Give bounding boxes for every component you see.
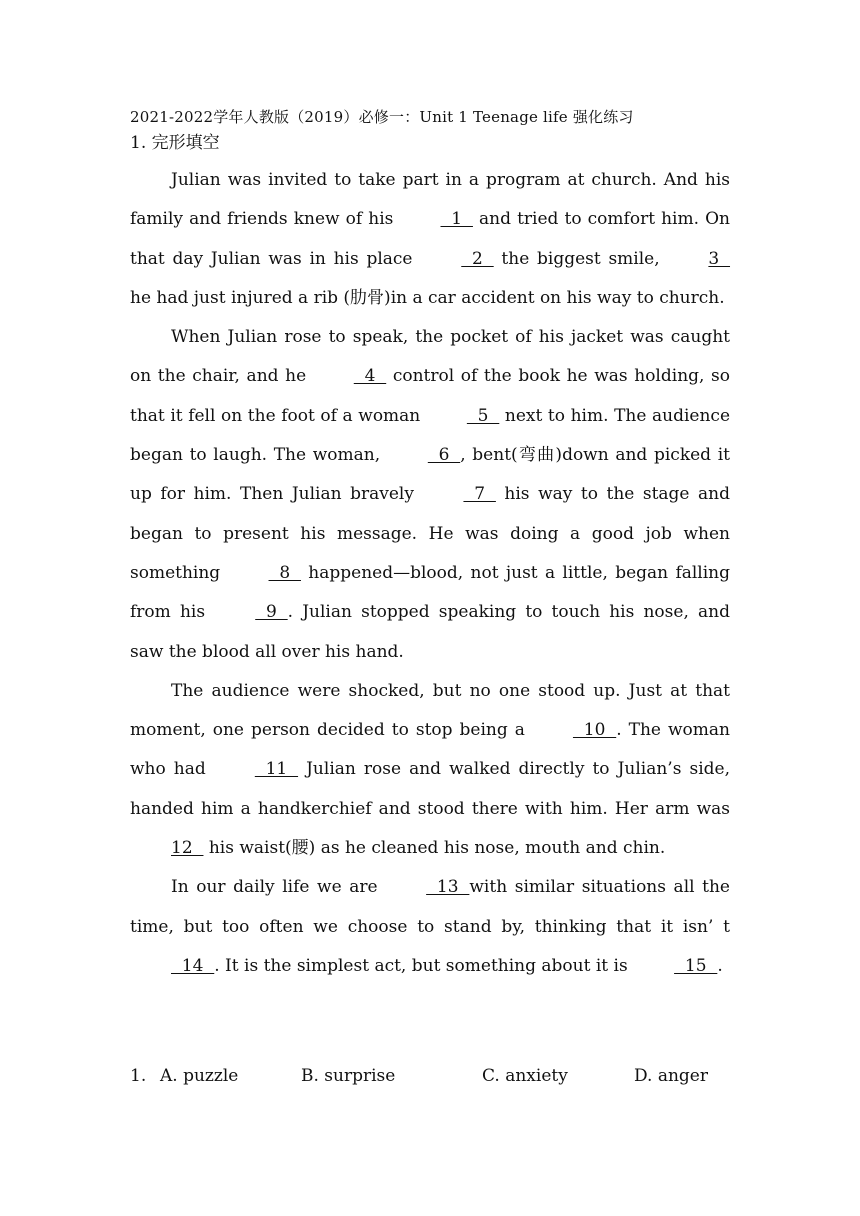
passage-text: The audience were shocked, but no one stood up. Just at that moment, one person decided to stop being a: [130, 680, 730, 741]
passage-text: In our daily life we are: [171, 877, 386, 898]
blank-1: 1: [440, 209, 473, 230]
passage-text: When Julian rose to speak, the pocket of his jacket was caught on the chair, and he: [130, 327, 730, 387]
option-a: A. puzzle: [160, 1066, 239, 1086]
blank-13: 13: [426, 877, 470, 898]
passage-text: the biggest smile,: [493, 248, 668, 269]
blank-14: 14: [171, 955, 215, 976]
option-b: B. surprise: [301, 1066, 396, 1086]
passage-text: his waist(腰) as he cleaned his nose, mouth and chin.: [203, 838, 666, 859]
passage-text: .: [717, 955, 723, 976]
passage-text: Julian was invited to take part in a program at church. And his family and friends knew of his: [130, 170, 730, 230]
document-title: 2021-2022学年人教版（2019）必修一：Unit 1 Teenage life 强化练习: [130, 108, 634, 126]
option-d: D. anger: [634, 1066, 708, 1086]
question-number: 1.: [130, 1066, 147, 1086]
question-1-options: [130, 1066, 708, 1086]
passage-text: his way to the stage and began to present his message. He was doing a good job when something: [130, 484, 730, 583]
blank-3: 3: [708, 248, 731, 269]
passage-text: control of the book he was holding, so that it fell on the foot of a woman: [130, 366, 730, 426]
blank-10: 10: [572, 720, 617, 741]
cloze-passage: [130, 161, 730, 986]
passage-paragraph-1: [130, 161, 730, 318]
passage-text: next to him. The audience began to laugh. The woman,: [130, 405, 731, 466]
passage-text: and tried to comfort him. On that day Julian was in his place: [130, 209, 730, 269]
blank-2: 2: [461, 248, 494, 269]
passage-text: he had just injured a rib (肋骨)in a car accident on his way to church.: [130, 287, 725, 308]
blank-15: 15: [674, 955, 718, 976]
passage-paragraph-2: [130, 318, 730, 672]
blank-7: 7: [463, 484, 496, 505]
blank-4: 4: [353, 366, 387, 387]
passage-text: . It is the simplest act, but something about it is: [214, 955, 634, 976]
blank-5: 5: [466, 405, 500, 426]
passage-text: , bent(弯曲)down and picked it up for him. Then Julian bravely: [130, 445, 730, 505]
option-c: C. anxiety: [482, 1066, 568, 1086]
passage-paragraph-4: [130, 868, 730, 986]
section-heading: 1. 完形填空: [130, 133, 220, 153]
passage-text: with similar situations all the time, but too often we choose to stand by, thinking that it isn’ t: [130, 877, 730, 937]
passage-paragraph-3: [130, 672, 730, 868]
passage-text: happened—blood, not just a little, began falling from his: [130, 562, 731, 623]
blank-12: 12: [171, 838, 204, 859]
passage-text: . Julian stopped speaking to touch his nose, and saw the blood all over his hand.: [130, 602, 730, 662]
blank-6: 6: [427, 445, 461, 466]
blank-9: 9: [255, 602, 288, 623]
blank-11: 11: [254, 759, 299, 780]
passage-text: . The woman who had: [130, 720, 730, 780]
passage-text: Julian rose and walked directly to Julian’s side, handed him a handkerchief and stood there with him. Her arm was: [130, 759, 730, 819]
blank-8: 8: [268, 562, 301, 583]
